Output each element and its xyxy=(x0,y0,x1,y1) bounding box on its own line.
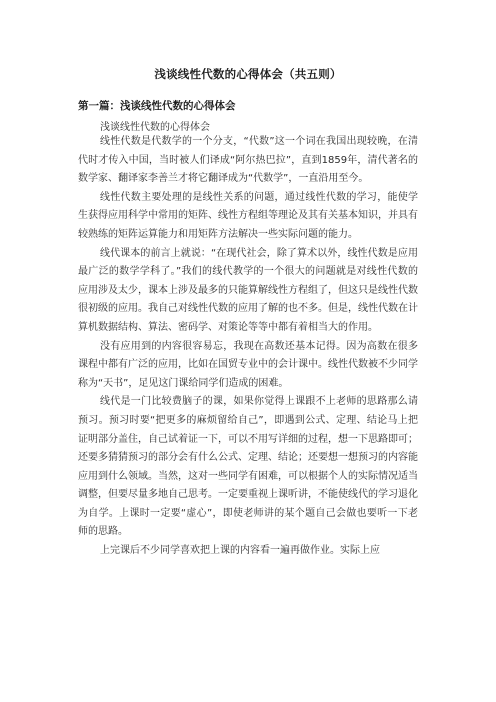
paragraph: 线性代数主要处理的是线性关系的问题，通过线性代数的学习，能使学生获得应用科学中常用的矩阵、线性方程组等理论及其有关基本知识，并具有较熟练的矩阵运算能力和用矩阵方法解决一些实际问题的能力。 xyxy=(78,191,418,240)
paragraph: 上完课后不少同学喜欢把上课的内容看一遍再做作业。实际上应 xyxy=(100,545,380,557)
document-title: 浅谈线性代数的心得体会（共五则） xyxy=(154,67,342,81)
section-heading: 第一篇：浅谈线性代数的心得体会 xyxy=(78,100,236,112)
paragraph: 线代是一门比较费脑子的课，如果你觉得上课跟不上老师的思路那么请预习。预习时要“把更多的麻烦留给自己”，即遇到公式、定理、结论马上把证明部分盖住，自己试着证一下，可以不用写详细的过程，想一下思路即可；还要多猜猜预习的部分会有什么公式、定理、结论；还要想一想预习的内容能应用到什么领域。当然，这对一些同学有困难，可以根据个人的实际情况适当调整，但要尽量多地自己思考。一定要重视上课听讲，不能使线代的学习退化为自学。上课时一定要“虚心”，即使老师讲的某个题自己会做也要听一下老师的思路。 xyxy=(78,396,418,538)
body-text xyxy=(78,133,418,561)
paragraph: 没有应用到的内容很容易忘，我现在高数还基本记得。因为高数在很多课程中都有广泛的应用，比如在国贸专业中的会计课中。线性代数被不少同学称为“天书”，足见这门课给同学们造成的困难。 xyxy=(78,340,418,389)
paragraph: 线代课本的前言上就说：“在现代社会，除了算术以外，线性代数是应用最广泛的数学学科了。”我们的线代教学的一个很大的问题就是对线性代数的应用涉及太少，课本上涉及最多的只能算解线性方程组了，但这只是线性代数很初级的应用。我自己对线性代数的应用了解的也不多。但是，线性代数在计算机数据结构、算法、密码学、对策论等等中都有着相当大的作用。 xyxy=(78,247,418,333)
paragraph: 线性代数是代数学的一个分支，“代数”这一个词在我国出现较晚，在清代时才传入中国，当时被人们译成“阿尔热巴拉”，直到1859年，清代著名的数学家、翻译家李善兰才将它翻译成为“代数学”，一直沿用至今。 xyxy=(78,136,418,185)
section-subtitle: 浅谈线性代数的心得体会 xyxy=(100,122,210,133)
